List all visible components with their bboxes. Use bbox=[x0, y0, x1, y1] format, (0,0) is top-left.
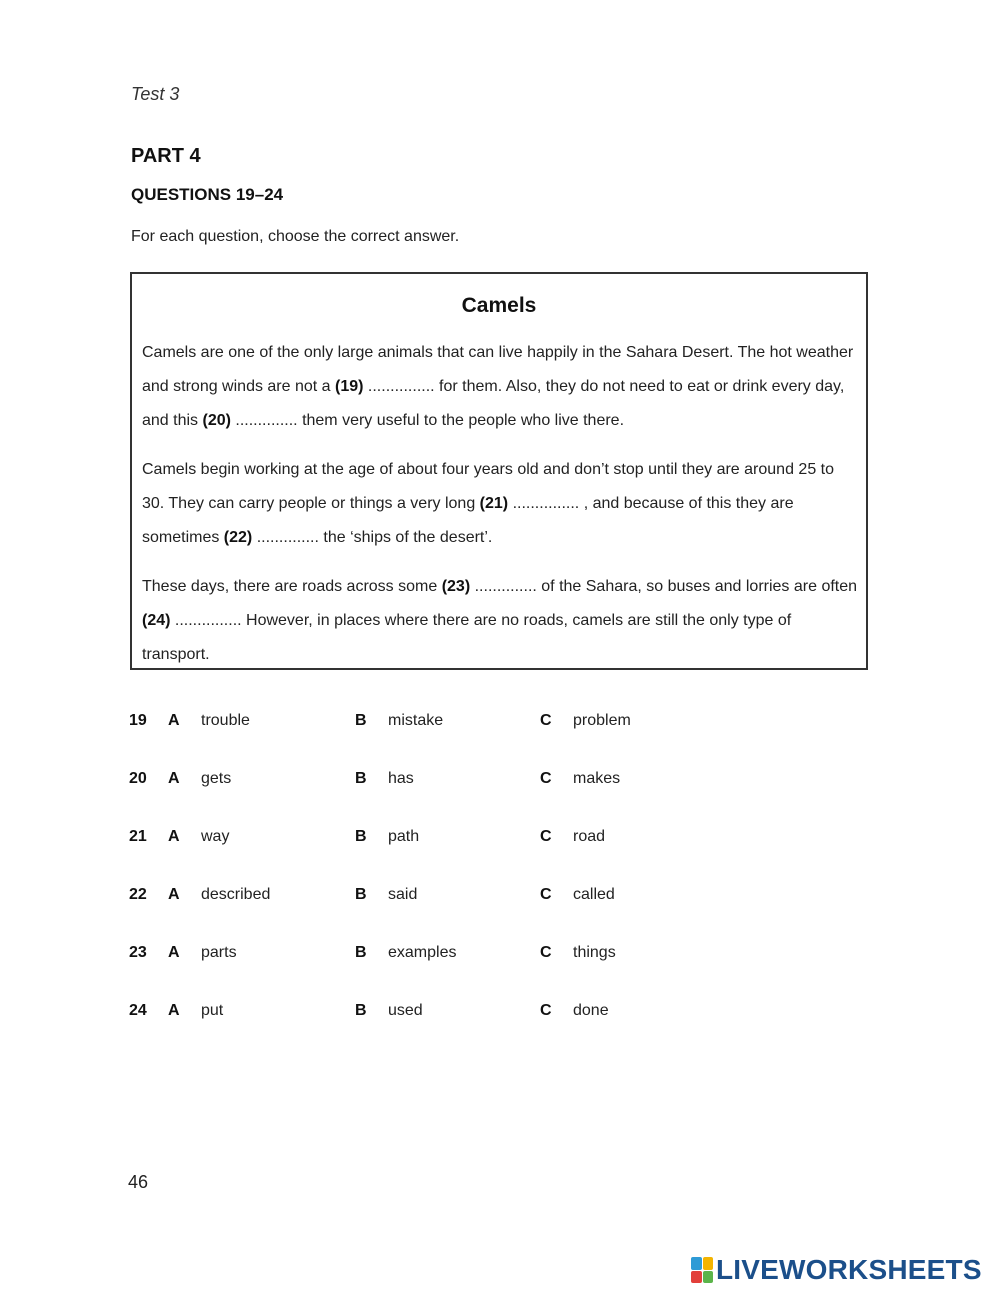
passage-paragraph-1 bbox=[142, 336, 858, 438]
option-c[interactable]: makes bbox=[573, 770, 621, 787]
passage-text: Camels are one of the only large animals that can live happily in the Sahara Desert. The hot weather and strong winds are not a bbox=[142, 344, 854, 395]
option-a[interactable]: described bbox=[201, 886, 271, 903]
option-a[interactable]: put bbox=[201, 1002, 224, 1019]
passage-title: Camels bbox=[461, 294, 537, 317]
passage-text: These days, there are roads across some bbox=[142, 578, 442, 595]
gap-marker-21: (21) bbox=[479, 495, 509, 512]
gap-marker-20: (20) bbox=[202, 412, 231, 429]
question-number: 22 bbox=[129, 886, 147, 903]
passage-text: .............. of the Sahara, so buses and lorries are often bbox=[470, 578, 858, 595]
passage-text: .............. them very useful to the people who live there. bbox=[230, 412, 625, 429]
gap-marker-22: (22) bbox=[223, 529, 253, 546]
instruction-text: For each question, choose the correct answer. bbox=[131, 228, 460, 245]
passage-text: ............... , and because of this they are sometimes bbox=[142, 495, 794, 546]
option-a[interactable]: gets bbox=[201, 770, 232, 787]
test-label: Test 3 bbox=[131, 84, 180, 104]
option-letter-c: C bbox=[540, 712, 552, 729]
option-letter-a: A bbox=[168, 828, 180, 845]
option-c[interactable]: things bbox=[573, 944, 616, 961]
question-number: 19 bbox=[129, 712, 147, 729]
option-b[interactable]: said bbox=[388, 886, 418, 903]
option-a[interactable]: parts bbox=[201, 944, 237, 961]
gap-marker-24: (24) bbox=[142, 612, 171, 629]
liveworksheets-brand[interactable] bbox=[691, 1253, 982, 1287]
logo-square-3 bbox=[691, 1271, 702, 1284]
option-c[interactable]: called bbox=[573, 886, 615, 903]
question-row-20 bbox=[129, 764, 749, 822]
option-letter-c: C bbox=[540, 1002, 552, 1019]
option-letter-b: B bbox=[355, 886, 367, 903]
answer-options bbox=[129, 706, 749, 1054]
question-number: 24 bbox=[129, 1002, 147, 1019]
question-number: 20 bbox=[129, 770, 147, 787]
option-letter-b: B bbox=[355, 1002, 367, 1019]
option-letter-a: A bbox=[168, 712, 180, 729]
logo-square-2 bbox=[703, 1257, 714, 1270]
option-letter-c: C bbox=[540, 770, 552, 787]
question-row-21 bbox=[129, 822, 749, 880]
passage-text: ............... However, in places where there are no roads, camels are still the only type of transport. bbox=[142, 612, 792, 663]
option-a[interactable]: trouble bbox=[201, 712, 250, 729]
option-letter-b: B bbox=[355, 770, 367, 787]
option-c[interactable]: done bbox=[573, 1002, 609, 1019]
logo-square-4 bbox=[703, 1271, 714, 1284]
passage-body bbox=[142, 336, 858, 687]
page-number: 46 bbox=[128, 1172, 149, 1192]
question-row-24 bbox=[129, 996, 749, 1054]
gap-marker-23: (23) bbox=[441, 578, 471, 595]
passage-text: ............... for them. Also, they do not need to eat or drink every day, and this bbox=[142, 378, 845, 429]
question-number: 23 bbox=[129, 944, 147, 961]
passage-text: .............. the ‘ships of the desert’. bbox=[252, 529, 493, 546]
option-letter-c: C bbox=[540, 944, 552, 961]
option-letter-a: A bbox=[168, 944, 180, 961]
option-b[interactable]: examples bbox=[388, 944, 457, 961]
questions-range: QUESTIONS 19–24 bbox=[131, 185, 284, 204]
option-c[interactable]: road bbox=[573, 828, 606, 845]
option-letter-b: B bbox=[355, 712, 367, 729]
gap-marker-19: (19) bbox=[335, 378, 364, 395]
option-b[interactable]: used bbox=[388, 1002, 423, 1019]
brand-text: LIVEWORKSHEETS bbox=[716, 1254, 982, 1285]
option-letter-a: A bbox=[168, 770, 180, 787]
question-row-19 bbox=[129, 706, 749, 764]
option-letter-c: C bbox=[540, 828, 552, 845]
passage-paragraph-3 bbox=[142, 570, 858, 672]
option-letter-b: B bbox=[355, 944, 367, 961]
option-a[interactable]: way bbox=[201, 828, 230, 845]
liveworksheets-logo-icon bbox=[691, 1257, 713, 1283]
question-number: 21 bbox=[129, 828, 147, 845]
option-b[interactable]: path bbox=[388, 828, 420, 845]
passage-text: Camels begin working at the age of about four years old and don’t stop until they are around 25 to 30. They can carry people or things a very long bbox=[142, 461, 834, 512]
option-letter-b: B bbox=[355, 828, 367, 845]
option-b[interactable]: has bbox=[388, 770, 414, 787]
logo-square-1 bbox=[691, 1257, 702, 1270]
passage-paragraph-2 bbox=[142, 453, 858, 555]
option-c[interactable]: problem bbox=[573, 712, 631, 729]
question-row-22 bbox=[129, 880, 749, 938]
part-title: PART 4 bbox=[131, 145, 201, 167]
question-row-23 bbox=[129, 938, 749, 996]
option-letter-a: A bbox=[168, 886, 180, 903]
option-b[interactable]: mistake bbox=[388, 712, 444, 729]
option-letter-a: A bbox=[168, 1002, 180, 1019]
passage-box bbox=[130, 272, 868, 670]
option-letter-c: C bbox=[540, 886, 552, 903]
